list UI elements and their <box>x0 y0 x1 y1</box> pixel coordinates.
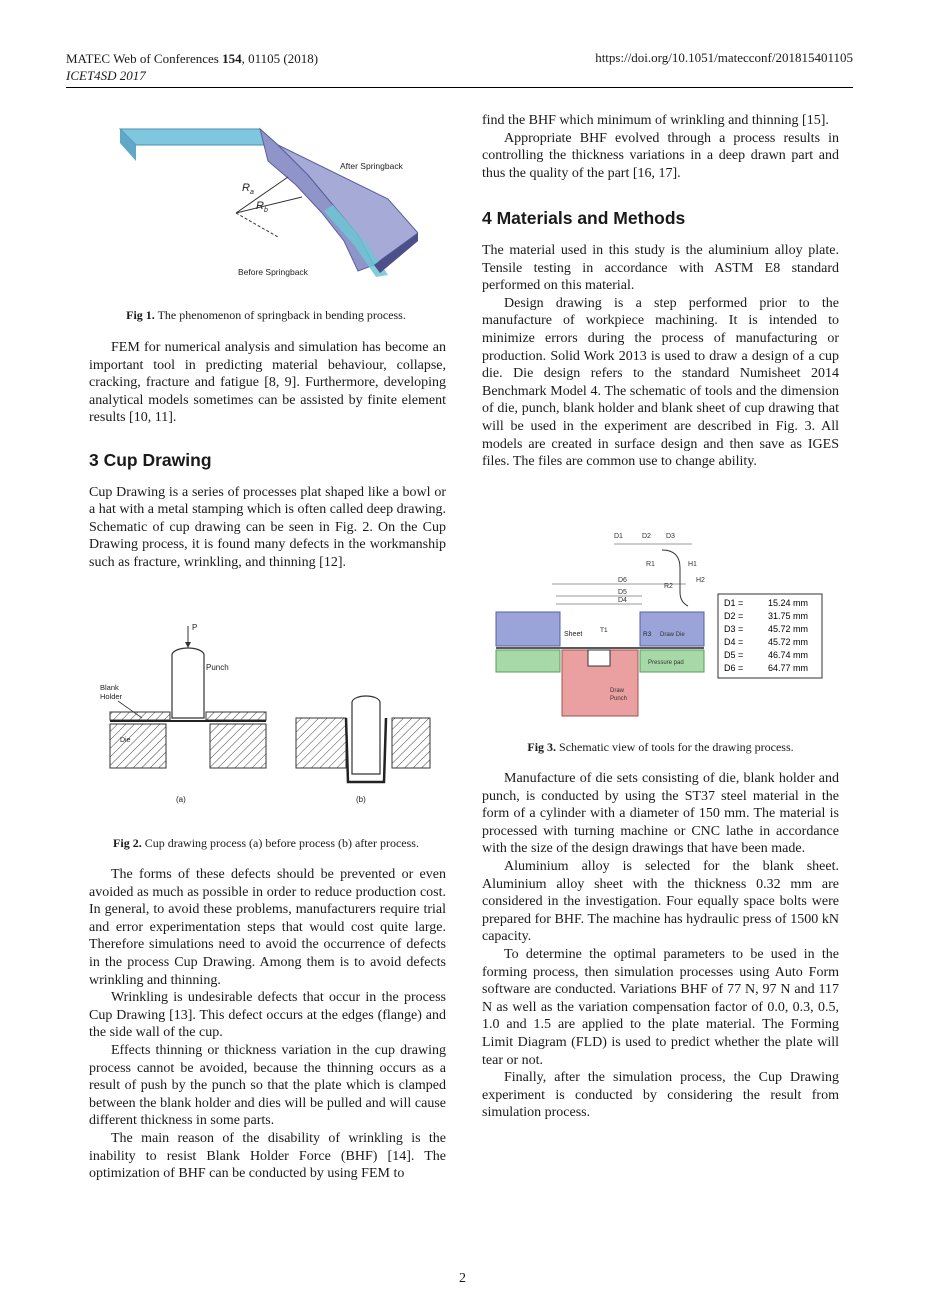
before-springback-label: Before Springback <box>238 267 308 277</box>
paragraph: Appropriate BHF evolved through a process results in controlling the thickness variations in a deep drawn part and thus the quality of the part [16, 17]. <box>482 130 839 181</box>
doi-link[interactable]: https://doi.org/10.1051/matecconf/201815401105 <box>595 50 853 65</box>
header-rule <box>66 87 853 88</box>
paragraph: FEM for numerical analysis and simulation has become an important tool in predicting material behaviour, collapse, cracking, fracture and fatigue [8, 9]. Furthermore, developing analytical models sometimes can be assisted by finite element results [10, 11]. <box>89 340 446 426</box>
paragraph: The main reason of the disability of wrinkling is the inability to resist Blank Holder Force (BHF) [14]. The optimization of BHF can be conducted by using FEM to <box>89 1130 446 1182</box>
right-column-upper <box>482 112 839 471</box>
paragraph: Wrinkling is undesirable defects that occur in the process Cup Drawing [13]. This defect occurs at the edges (flange) and the side wall of the cup. <box>89 990 446 1041</box>
svg-text:D1: D1 <box>614 533 623 540</box>
paragraph: Design drawing is a step performed prior to the manufacture of workpiece machining. It is intended to minimize errors during the process of manufacturing or production. Solid Work 2013 is used to draw a design of a cup die. Die design refers to the standard Numisheet 2014 Benchmark Model 4. The schematic of tools and the dimension of die, punch, blank holder and blank sheet of cup drawing that will be used in the experiment are described in Fig. 3. All models are created in surface design and then save as IGES files. The files are common use to change ability. <box>482 295 839 470</box>
paragraph: find the BHF which minimum of wrinkling and thinning [15]. <box>482 113 829 128</box>
left-column-upper <box>89 339 446 572</box>
conference-name: ICET4SD 2017 <box>66 68 146 83</box>
dimension-name: D2 = <box>724 611 744 621</box>
svg-text:Draw Die: Draw Die <box>660 632 685 638</box>
dimension-name: D1 = <box>724 598 744 608</box>
paragraph: Finally, after the simulation process, the Cup Drawing experiment is conducted by considering the result from simulation process. <box>482 1070 839 1121</box>
svg-text:Punch: Punch <box>206 663 229 672</box>
svg-text:H1: H1 <box>688 561 697 568</box>
right-column-lower <box>482 770 839 1122</box>
dimension-value: 45.72 mm <box>768 637 809 647</box>
svg-text:R3: R3 <box>643 631 652 638</box>
svg-text:Holder: Holder <box>100 692 123 701</box>
dimension-name: D4 = <box>724 637 744 647</box>
svg-text:Rb: $R_b$ <box>256 200 268 214</box>
svg-text:Blank: Blank <box>100 683 119 692</box>
dimension-name: D3 = <box>724 624 744 634</box>
page-number: 2 <box>459 1271 466 1286</box>
svg-text:Die: Die <box>120 737 131 744</box>
dimension-value: 31.75 mm <box>768 611 809 621</box>
left-column-lower <box>89 866 446 1183</box>
dimension-value: 46.74 mm <box>768 650 809 660</box>
svg-text:T1: T1 <box>600 627 608 634</box>
dimension-name: D6 = <box>724 663 744 673</box>
paragraph: Aluminium alloy is selected for the blank sheet. Aluminium alloy sheet with the thickness 0.32 mm are considered in the investigation. Four equally space bolts were prepared for BHF. The machine has hydraulic press of 1500 kN capacity. <box>482 858 839 945</box>
paragraph: The material used in this study is the aluminium alloy plate. Tensile testing in accordance with ASTM E8 standard performed on this material. <box>482 242 839 294</box>
figure-1-springback <box>118 115 418 285</box>
svg-text:Ra: $R_a$ <box>242 182 254 196</box>
paragraph: Effects thinning or thickness variation in the cup drawing process cannot be avoided, because the thinning occurs as a result of push by the punch so that the plate which is clamped between the blank holder and dies will be pulled and will cause different thickness in some parts. <box>89 1042 446 1129</box>
paragraph: The forms of these defects should be prevented or even avoided as much as possible in order to reduce production cost. In general, to avoid these problems, manufacturers require trial and error experimentation steps that would cost quite large. Therefore simulations need to avoid the occurrence of defects in the process Cup Drawing. Among them is to avoid defects wrinkling and thinning. <box>89 867 446 988</box>
svg-text:(b): (b) <box>356 795 366 804</box>
section-heading-3: 3 Cup Drawing <box>89 449 212 470</box>
dimension-value: 45.72 mm <box>768 624 809 634</box>
paragraph: To determine the optimal parameters to be used in the forming process, then simulation processes using Auto Form software are conducted. Variations BHF of 77 N, 97 N and 117 N as well as the variation compensation factor of 0.0, 0.3, 0.5, 1.0 and 1.5 are applied to the plate material. The Forming Limit Diagram (FLD) is used to predict whether the plate will tear or not. <box>482 946 839 1068</box>
svg-text:R1: R1 <box>646 561 655 568</box>
svg-text:D2: D2 <box>642 533 651 540</box>
svg-text:Sheet: Sheet <box>564 631 583 638</box>
paragraph: Manufacture of die sets consisting of die, blank holder and punch, is conducted by using the ST37 steel material in the form of a cylinder with a diameter of 150 mm. The material is processed with turning machine or CNC lathe in accordance with the size of the design drawings that have been made. <box>482 771 839 857</box>
figure-3-caption: Fig 3. Schematic view of tools for the drawing process. <box>527 740 794 754</box>
svg-text:Punch: Punch <box>610 696 628 702</box>
svg-text:D5: D5 <box>618 589 627 596</box>
svg-text:D3: D3 <box>666 533 675 540</box>
svg-text:H2: H2 <box>696 577 705 584</box>
svg-text:Draw: Draw <box>610 688 625 694</box>
svg-text:D6: D6 <box>618 577 627 584</box>
figure-2-caption: Fig 2. Cup drawing process (a) before process (b) after process. <box>113 836 419 850</box>
dimension-value: 15.24 mm <box>768 598 809 608</box>
svg-text:P: P <box>192 623 198 632</box>
journal-line: MATEC Web of Conferences 154, 01105 (2018) <box>66 51 319 66</box>
svg-text:D4: D4 <box>618 597 627 604</box>
after-springback-label: After Springback <box>340 161 403 171</box>
running-header-left <box>66 50 318 84</box>
figure-1-caption: Fig 1. The phenomenon of springback in bending process. <box>126 308 406 322</box>
dimension-name: D5 = <box>724 650 744 660</box>
figure-2-cup-drawing <box>96 618 436 814</box>
svg-text:R2: R2 <box>664 583 673 590</box>
section-heading-4: 4 Materials and Methods <box>482 208 686 229</box>
dimension-value: 64.77 mm <box>768 663 809 673</box>
svg-text:(a): (a) <box>176 795 186 804</box>
figure-3-tool-schematic <box>492 526 832 726</box>
paragraph: Cup Drawing is a series of processes plat shaped like a bowl or a hat with a metal stamping which is often called deep drawing. Schematic of cup drawing can be seen in Fig. 2. On the Cup Drawing process, it is found many defects in the workmanship such as fracture, wrinkling, and thinning [12]. <box>89 484 446 570</box>
svg-text:Pressure pad: Pressure pad <box>648 660 684 666</box>
